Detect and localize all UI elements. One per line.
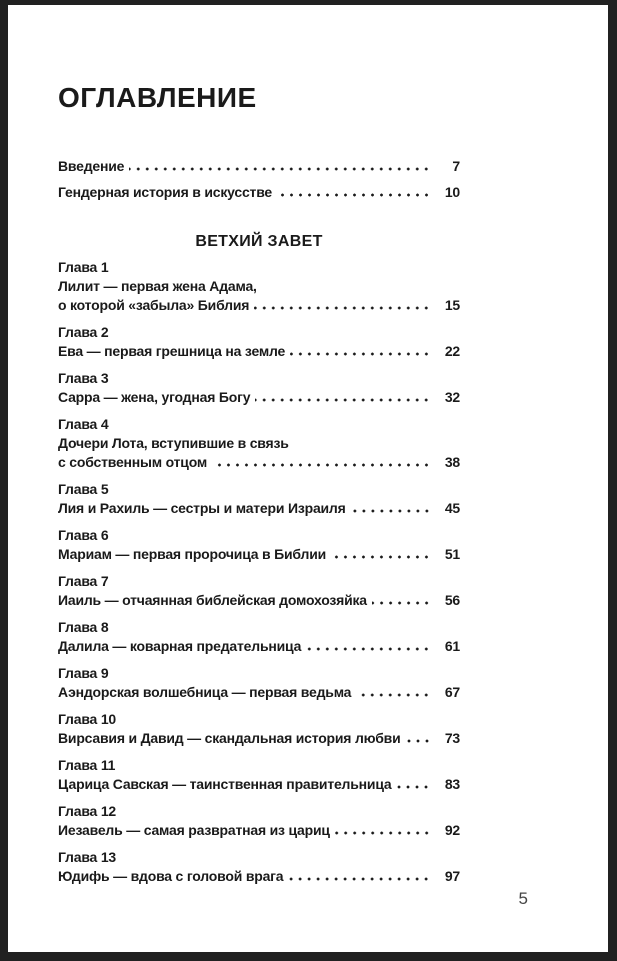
entry-title: Ева — первая грешница на земле bbox=[58, 343, 286, 359]
entry-line bbox=[58, 296, 460, 315]
chapter-entry bbox=[58, 323, 460, 361]
entry-line bbox=[58, 683, 460, 702]
entry-page-number: 73 bbox=[444, 730, 460, 746]
chapter-entry bbox=[58, 848, 460, 886]
entry-title: Введение bbox=[58, 158, 125, 174]
dot-leader bbox=[254, 297, 431, 310]
dot-leader bbox=[277, 184, 431, 197]
entry-title: Сарра — жена, угодная Богу bbox=[58, 389, 251, 405]
entry-line bbox=[58, 153, 460, 179]
entry-line bbox=[58, 637, 460, 656]
entry-line bbox=[58, 821, 460, 840]
entry-page-number: 22 bbox=[444, 343, 460, 359]
toc-entry bbox=[58, 153, 460, 179]
dot-leader bbox=[372, 592, 431, 605]
chapter-label: Глава 10 bbox=[58, 711, 116, 727]
dot-leader bbox=[290, 343, 431, 356]
chapter-label: Глава 5 bbox=[58, 481, 109, 497]
chapter-label: Глава 3 bbox=[58, 370, 109, 386]
chapter-entry bbox=[58, 802, 460, 840]
dot-leader bbox=[288, 868, 431, 881]
entry-line bbox=[58, 545, 460, 564]
entry-line bbox=[58, 729, 460, 748]
entry-title: Царица Савская — таинственная правительница bbox=[58, 776, 392, 792]
entry-page-number: 38 bbox=[444, 454, 460, 470]
dot-leader bbox=[306, 638, 431, 651]
book-page bbox=[8, 5, 608, 952]
entry-title: Лия и Рахиль — сестры и матери Израиля bbox=[58, 500, 346, 516]
entry-title: с собственным отцом bbox=[58, 454, 208, 470]
chapter-entry bbox=[58, 480, 460, 518]
entry-page-number: 56 bbox=[444, 592, 460, 608]
entry-line bbox=[58, 499, 460, 518]
entry-page-number: 67 bbox=[444, 684, 460, 700]
toc-entry bbox=[58, 179, 460, 205]
chapter-label: Глава 7 bbox=[58, 573, 109, 589]
entry-line bbox=[58, 179, 460, 205]
dot-leader bbox=[356, 684, 431, 697]
chapter-label: Глава 11 bbox=[58, 757, 116, 773]
page-title: ОГЛАВЛЕНИЕ bbox=[58, 82, 257, 113]
entry-title: Юдифь — вдова с головой врага bbox=[58, 868, 284, 884]
entry-page-number: 45 bbox=[444, 500, 460, 516]
chapter-entry bbox=[58, 526, 460, 564]
entry-line bbox=[58, 775, 460, 794]
entry-line bbox=[58, 453, 460, 472]
entry-page-number: 92 bbox=[444, 822, 460, 838]
entry-title: Вирсавия и Давид — скандальная история любви bbox=[58, 730, 401, 746]
entry-title: Иезавель — самая развратная из цариц bbox=[58, 822, 330, 838]
entry-page-number: 10 bbox=[444, 184, 460, 200]
dot-leader bbox=[255, 389, 431, 402]
chapter-label: Глава 13 bbox=[58, 849, 116, 865]
chapter-entry bbox=[58, 618, 460, 656]
entry-page-number: 32 bbox=[444, 389, 460, 405]
chapter-label: Глава 4 bbox=[58, 416, 109, 432]
dot-leader bbox=[396, 776, 431, 789]
folio-page-number: 5 bbox=[518, 889, 528, 908]
section-heading: ВЕТХИЙ ЗАВЕТ bbox=[195, 233, 323, 250]
entry-title: Аэндорская волшебница — первая ведьма bbox=[58, 684, 352, 700]
chapter-entry bbox=[58, 369, 460, 407]
dot-leader bbox=[406, 730, 432, 743]
entry-page-number: 15 bbox=[444, 297, 460, 313]
entry-page-number: 83 bbox=[444, 776, 460, 792]
chapter-entries bbox=[58, 258, 460, 886]
entry-page-number: 61 bbox=[444, 638, 460, 654]
entry-title: Мариам — первая пророчица в Библии bbox=[58, 546, 327, 562]
dot-leader bbox=[212, 454, 431, 467]
entry-line bbox=[58, 388, 460, 407]
chapter-label: Глава 1 bbox=[58, 259, 109, 275]
entry-page-number: 97 bbox=[444, 868, 460, 884]
dot-leader bbox=[351, 500, 431, 513]
chapter-label: Глава 6 bbox=[58, 527, 109, 543]
dot-leader bbox=[335, 822, 431, 835]
chapter-entry bbox=[58, 664, 460, 702]
chapter-entry bbox=[58, 756, 460, 794]
chapter-label: Глава 12 bbox=[58, 803, 116, 819]
entry-page-number: 51 bbox=[444, 546, 460, 562]
entry-line: Лилит — первая жена Адама, bbox=[58, 278, 257, 294]
entry-line bbox=[58, 342, 460, 361]
entry-line bbox=[58, 867, 460, 886]
chapter-label: Глава 8 bbox=[58, 619, 109, 635]
entry-title: Гендерная история в искусстве bbox=[58, 184, 272, 200]
entry-line bbox=[58, 591, 460, 610]
intro-entries bbox=[58, 153, 460, 205]
chapter-entry bbox=[58, 258, 460, 315]
dot-leader bbox=[331, 546, 431, 559]
dot-leader bbox=[129, 158, 431, 171]
chapter-label: Глава 9 bbox=[58, 665, 109, 681]
entry-line: Дочери Лота, вступившие в связь bbox=[58, 435, 289, 451]
chapter-label: Глава 2 bbox=[58, 324, 109, 340]
entry-page-number: 7 bbox=[452, 158, 460, 174]
chapter-entry bbox=[58, 710, 460, 748]
entry-title: Далила — коварная предательница bbox=[58, 638, 302, 654]
chapter-entry bbox=[58, 572, 460, 610]
chapter-entry bbox=[58, 415, 460, 472]
entry-title: о которой «забыла» Библия bbox=[58, 297, 250, 313]
entry-title: Иаиль — отчаянная библейская домохозяйка bbox=[58, 592, 367, 608]
